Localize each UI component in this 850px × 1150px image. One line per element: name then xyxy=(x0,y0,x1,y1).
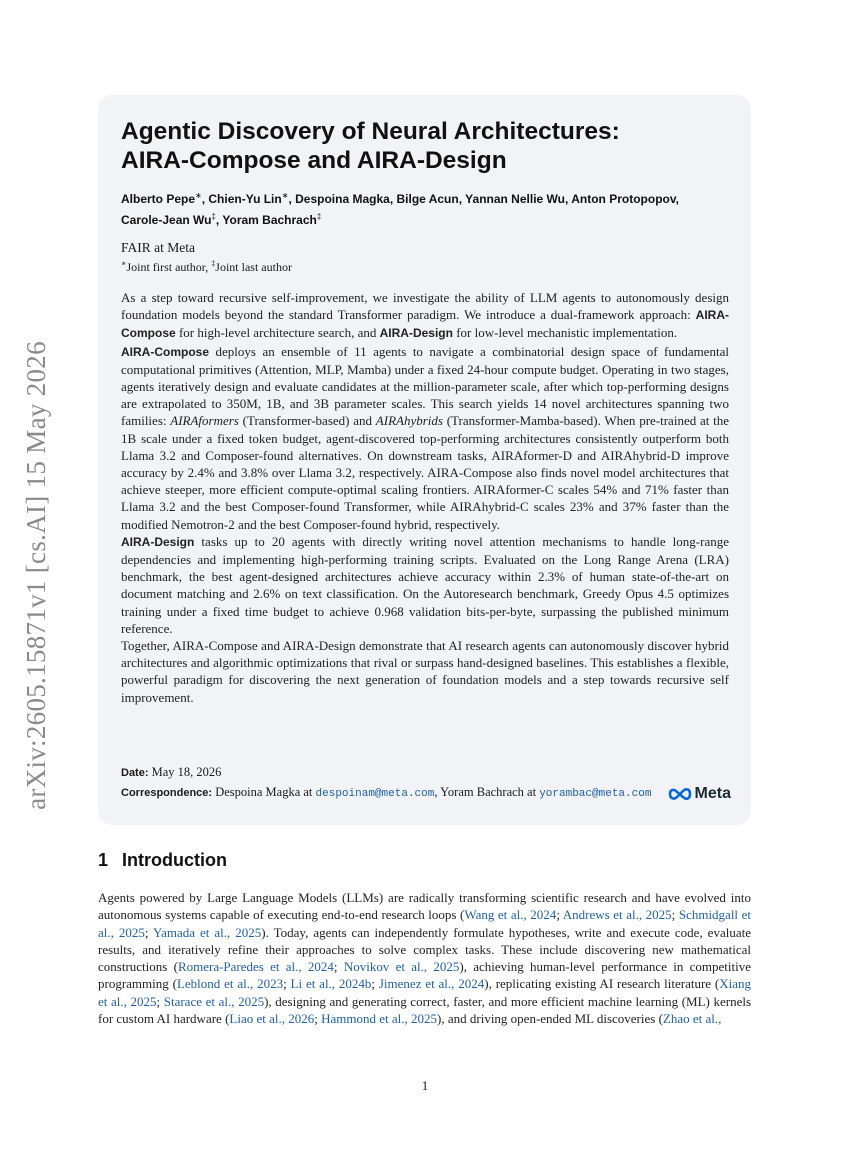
citation-link[interactable]: Andrews et al., 2025 xyxy=(562,907,672,923)
page-number: 1 xyxy=(421,1078,429,1093)
intro-paragraph: Agents powered by Large Language Models (LLMs) are radically transforming scientific research and have evolved into autonomous systems capable of executing end-to-end research loops (Wang et al., 2024; Andrews et al., 2025; Schmidgall et al., 2025; Yamada et al., 2025). Today, agents can independently formulate hypotheses, write and execute code, evaluate results, and iteratively refine their approaches to solve complex tasks. These include discovering new mathematical constructions (Romera-Paredes et al., 2024; Novikov et al., 2025), achieving human-level performance in competitive programming (Leblond et al., 2023; Li et al., 2024b; Jimenez et al., 2024), replicating existing AI research literature (Xiang et al., 2025; Starace et al., 2025), designing and generating correct, faster, and more efficient machine learning (ML) kernels for custom AI hardware (Liao et al., 2026; Hammond et al., 2025), and driving open-ended ML discoveries (Zhao et al., xyxy=(98,890,752,1027)
abstract-paragraph: AIRA-Design tasks up to 20 agents with directly writing novel attention mechanisms to handle long-range dependencies and implementing high-performing training scripts. Evaluated on the Long Range Arena (LRA) benchmark, the best agent-designed architectures achieve accuracy within 2.3% of human state-of-the-art on document matching and 2.6% on text classification. On the Autoresearch benchmark, Greedy Opus 4.5 optimizes training under a fixed time budget to achieve 0.968 validation bits-per-byte, surpassing the published minimum reference. xyxy=(121,533,729,636)
citation-link[interactable]: Starace et al., 2025 xyxy=(163,993,265,1009)
title-line-2: AIRA-Compose and AIRA-Design xyxy=(121,147,507,174)
arxiv-identifier xyxy=(8,320,64,830)
citation-link[interactable]: Wang et al., 2024 xyxy=(464,907,557,923)
section-heading: 1 Introduction xyxy=(98,850,227,870)
title-line-1: Agentic Discovery of Neural Architectures: xyxy=(121,118,620,145)
author: Despoina Magka xyxy=(295,192,390,206)
author: Bilge Acun xyxy=(396,192,459,206)
abstract-paragraph: As a step toward recursive self-improvement, we investigate the ability of LLM agents to autonomously design foundation models beyond the standard Transformer paradigm. We introduce a dual-framework approach: AIRA-Compose for high-level architecture search, and AIRA-Design for low-level mechanistic implementation. xyxy=(121,290,729,341)
abstract-paragraph: Together, AIRA-Compose and AIRA-Design demonstrate that AI research agents can autonomously discover hybrid architectures and algorithmic optimizations that rival or surpass hand-designed baselines. This establishes a flexible, powerful paradigm for discovering the next generation of foundation models and a step towards recursive self improvement. xyxy=(121,638,729,705)
citation-link[interactable]: Leblond et al., 2023 xyxy=(176,976,284,992)
meta-infinity-icon xyxy=(668,787,692,801)
citation-link[interactable]: Yamada et al., 2025 xyxy=(153,924,262,940)
author: Alberto Pepe∗ xyxy=(121,191,202,206)
abstract-paragraph: AIRA-Compose deploys an ensemble of 11 agents to navigate a combinatorial design space of fundamental computational primitives (Attention, MLP, Mamba) under a fixed 24-hour compute budget. Operating in two stages, agents iteratively design and evaluate candidates at the million-parameter scale, after which top-performing designs are extrapolated to 350M, 1B, and 3B parameter scales. This search yields 14 novel architectures spanning two families: AIRAformers (Transformer-based) and AIRAhybrids (Transformer-Mamba-based). When pre-trained at the 1B scale under a fixed token budget, agent-discovered top-performing architectures consistently outperform both Llama 3.2 and Composer-found alternatives. On downstream tasks, AIRAformer-D and AIRAhybrid-D improve accuracy by 2.4% and 3.8% over Llama 3.2, respectively. AIRA-Compose also finds novel model architectures that achieve steeper, more efficient compute-optimal scaling frontiers. AIRAformer-C scales 54% and 71% faster than Llama 3.2 and the best Composer-found Transformer, while AIRAhybrid-C scales 23% and 37% faster than the modified Nemotron-2 and the best Composer-found hybrid, respectively. xyxy=(121,343,730,532)
email-link[interactable]: yorambac@meta.com xyxy=(539,788,652,800)
citation-link[interactable]: Romera-Paredes et al., 2024 xyxy=(177,959,334,975)
author: Anton Protopopov xyxy=(571,192,676,206)
abstract-box xyxy=(98,95,751,825)
citation-link[interactable]: Hammond et al., 2025 xyxy=(321,1011,438,1027)
author: Yannan Nellie Wu xyxy=(465,192,565,206)
citation-link[interactable]: Xiang et al., 2025 xyxy=(98,976,752,1009)
abstract-text xyxy=(121,289,729,706)
author-list: Alberto Pepe∗, Chien-Yu Lin∗, Despoina Magka, Bilge Acun, Yannan Nellie Wu, Anton Protopopov, Carole-Jean Wu‡, Yoram Bachrach‡ xyxy=(121,191,679,227)
email-link[interactable]: despoinam@meta.com xyxy=(315,788,435,800)
arxiv-id-text: arXiv:2605.15871v1 [cs.AI] 15 May 2026 xyxy=(20,340,51,810)
citation-link[interactable]: Schmidgall et al., 2025 xyxy=(98,907,751,940)
paper-metadata xyxy=(121,763,729,804)
author: Yoram Bachrach‡ xyxy=(222,212,322,227)
citation-link[interactable]: Jimenez et al., 2024 xyxy=(378,976,485,992)
paper-title xyxy=(121,117,729,175)
affiliation: FAIR at Meta xyxy=(121,240,195,255)
citation-link[interactable]: Zhao et al., xyxy=(662,1011,722,1027)
citation-link[interactable]: Liao et al., 2026 xyxy=(229,1011,315,1027)
date-line: Date: May 18, 2026 xyxy=(121,765,222,779)
author-notes: ∗Joint first author, ‡Joint last author xyxy=(121,259,292,274)
author: Chien-Yu Lin∗ xyxy=(208,191,289,206)
author: Carole-Jean Wu‡ xyxy=(121,212,216,227)
correspondence-line: Correspondence: Despoina Magka at despoinam@meta.com, Yoram Bachrach at yorambac@meta.com xyxy=(121,785,652,800)
meta-logo xyxy=(668,785,731,803)
meta-logo-text: Meta xyxy=(694,785,731,802)
citation-link[interactable]: Novikov et al., 2025 xyxy=(343,959,460,975)
citation-link[interactable]: Li et al., 2024b xyxy=(290,976,372,992)
